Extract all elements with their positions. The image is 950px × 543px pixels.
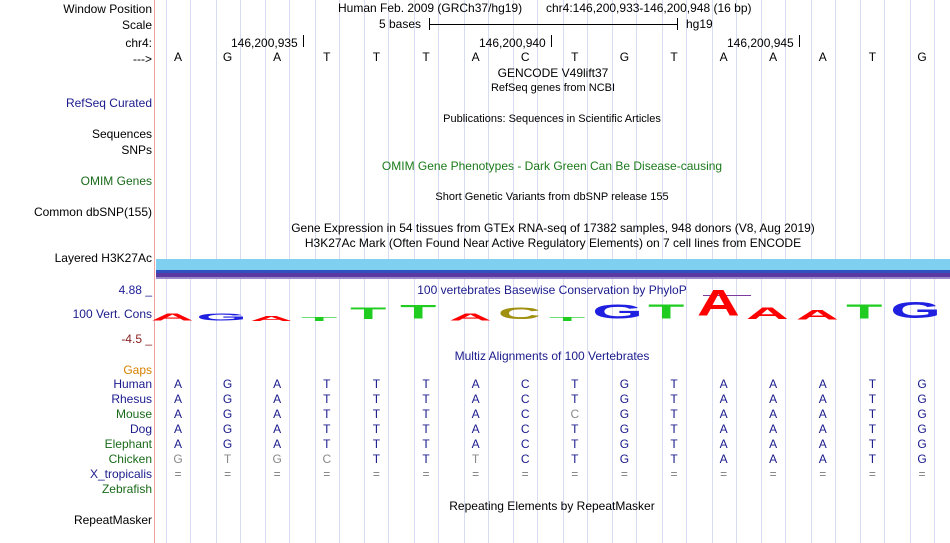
alignment-base: T [571, 452, 579, 466]
alignment-base: T [323, 437, 331, 451]
alignment-base: A [719, 407, 728, 421]
species-label[interactable]: Dog [129, 422, 152, 436]
alignment-base: C [520, 392, 530, 406]
coord-3-tick [799, 35, 800, 47]
reference-base: T [868, 50, 877, 64]
reference-base: T [422, 50, 430, 64]
h3k27-lavender-bar [156, 277, 950, 279]
phylop-logo-letter: T [548, 316, 586, 323]
reference-base: A [273, 50, 282, 64]
alignment-base: T [422, 377, 430, 391]
alignment-base: A [273, 437, 282, 451]
alignment-base: G [619, 407, 630, 421]
phylop-logo-letter: T [350, 304, 387, 323]
phylop-label[interactable]: 100 Vert. Cons [72, 307, 152, 321]
reference-base: T [571, 50, 579, 64]
species-label[interactable]: Rhesus [111, 392, 152, 406]
alignment-base: G [272, 452, 282, 466]
alignment-base: A [769, 437, 778, 451]
phylop-logo-letter: T [846, 300, 883, 324]
phylop-max-label: 4.88 _ [118, 283, 152, 297]
species-label[interactable]: Chicken [108, 452, 152, 466]
phylop-logo-letter: T [300, 316, 338, 323]
alignment-base: T [868, 407, 877, 421]
reference-base: C [520, 50, 530, 64]
alignment-base: = [273, 467, 281, 481]
alignment-base: T [372, 452, 381, 466]
reference-base: A [471, 50, 480, 64]
gencode-title[interactable]: GENCODE V49lift37 [497, 66, 609, 80]
alignment-base: = [323, 467, 331, 481]
alignment-base: T [670, 377, 678, 391]
alignment-base: C [520, 422, 530, 436]
alignment-base: A [719, 377, 728, 391]
chrom-label: chr4: [125, 36, 152, 50]
alignment-base: G [917, 377, 927, 391]
alignment-base: A [273, 407, 282, 421]
reference-base: G [619, 50, 630, 64]
alignment-base: G [222, 437, 233, 451]
h3k27-title: H3K27Ac Mark (Often Found Near Active Regulatory Elements) on 7 cell lines from ENCODE [304, 236, 802, 250]
reference-base: T [670, 50, 678, 64]
alignment-base: A [173, 377, 182, 391]
alignment-base: G [222, 407, 233, 421]
alignment-base: A [769, 377, 778, 391]
alignment-base: = [174, 467, 182, 481]
phylop-logo-letter: A [448, 311, 492, 323]
scale-bar [430, 24, 677, 25]
window-position-label: Window Position [63, 2, 152, 16]
alignment-base: T [323, 422, 331, 436]
multiz-title: Multiz Alignments of 100 Vertebrates [454, 349, 650, 363]
alignment-base: A [471, 422, 480, 436]
scale-label: Scale [121, 18, 152, 32]
alignment-base: T [372, 377, 381, 391]
alignment-base: T [372, 422, 381, 436]
alignment-base: T [868, 422, 877, 436]
alignment-base: G [619, 422, 630, 436]
species-label[interactable]: Human [113, 377, 152, 391]
phylop-logo-letter: A [696, 282, 740, 324]
phylop-logo-letter: G [195, 311, 247, 323]
alignment-base: A [818, 437, 827, 451]
repeatmasker-label[interactable]: RepeatMasker [73, 513, 152, 527]
alignment-base: = [224, 467, 232, 481]
dbsnp-label[interactable]: Common dbSNP(155) [33, 205, 152, 219]
coord-2-tick [551, 35, 552, 47]
alignment-base: = [819, 467, 827, 481]
sequences-label[interactable]: Sequences [91, 127, 152, 141]
alignment-base: T [471, 452, 480, 466]
alignment-base: = [918, 467, 926, 481]
alignment-base: A [769, 452, 778, 466]
phylop-logo-letter: T [648, 300, 685, 324]
alignment-base: T [868, 437, 877, 451]
phylop-logo-letter: G [592, 300, 644, 324]
snps-label[interactable]: SNPs [121, 143, 152, 157]
scale-text: 5 bases [379, 17, 422, 31]
alignment-base: T [422, 452, 430, 466]
omim-title: OMIM Gene Phenotypes - Dark Green Can Be Disease-causing [381, 159, 723, 173]
alignment-base: A [719, 422, 728, 436]
position-text: chr4:146,200,933-146,200,948 (16 bp) [546, 1, 752, 15]
alignment-base: G [173, 452, 183, 466]
alignment-base: = [720, 467, 728, 481]
alignment-base: A [818, 407, 827, 421]
alignment-base: G [619, 392, 630, 406]
alignment-base: T [868, 377, 877, 391]
phylop-logo-letter: T [400, 301, 437, 323]
phylop-logo-letter: A [151, 311, 194, 323]
alignment-base: C [520, 377, 530, 391]
alignment-base: G [917, 422, 927, 436]
omim-label[interactable]: OMIM Genes [80, 174, 152, 188]
alignment-base: T [571, 437, 579, 451]
alignment-base: = [620, 467, 628, 481]
alignment-base: A [173, 422, 182, 436]
alignment-base: T [372, 437, 381, 451]
alignment-base: A [173, 437, 182, 451]
alignment-base: = [670, 467, 678, 481]
alignment-base: C [520, 437, 530, 451]
refseq-subtitle: RefSeq genes from NCBI [490, 82, 616, 94]
alignment-base: G [619, 437, 630, 451]
alignment-base: A [471, 437, 480, 451]
alignment-base: T [868, 392, 877, 406]
reference-base: T [372, 50, 381, 64]
alignment-base: A [719, 392, 728, 406]
alignment-base: T [571, 377, 579, 391]
alignment-base: T [372, 407, 381, 421]
alignment-base: C [520, 452, 530, 466]
alignment-base: = [571, 467, 579, 481]
phylop-logo-letter: A [250, 314, 294, 323]
alignment-base: T [372, 392, 381, 406]
scale-db: hg19 [686, 17, 713, 31]
alignment-base: A [273, 377, 282, 391]
refseq-label[interactable]: RefSeq Curated [65, 96, 152, 110]
alignment-base: T [670, 422, 678, 436]
gtex-title: Gene Expression in 54 tissues from GTEx RNA-seq of 17382 samples, 948 donors (V8, Aug 2019) [291, 221, 815, 235]
alignment-base: A [818, 422, 827, 436]
reference-base: A [173, 50, 182, 64]
gaps-label[interactable]: Gaps [123, 363, 152, 377]
alignment-base: A [769, 392, 778, 406]
strand-label[interactable]: ---> [133, 52, 152, 66]
alignment-base: A [273, 392, 282, 406]
phylop-logo-letter: C [498, 304, 542, 323]
alignment-base: T [323, 392, 331, 406]
alignment-base: G [619, 452, 630, 466]
alignment-base: A [471, 392, 480, 406]
alignment-base: T [868, 452, 877, 466]
alignment-base: A [173, 392, 182, 406]
h3k27-cyan-bar [156, 259, 950, 270]
alignment-base: T [670, 452, 678, 466]
alignment-base: = [422, 467, 430, 481]
phylop-logo-letter: A [746, 304, 790, 323]
alignment-base: G [917, 452, 927, 466]
alignment-base: T [223, 452, 232, 466]
species-label[interactable]: Mouse [115, 407, 152, 421]
h3k27-label[interactable]: Layered H3K27Ac [54, 251, 152, 265]
phylop-logo-letter: G [890, 297, 941, 324]
alignment-base: T [571, 422, 579, 436]
reference-base: A [769, 50, 778, 64]
alignment-base: T [670, 437, 678, 451]
alignment-base: A [818, 377, 827, 391]
alignment-base: A [719, 452, 728, 466]
reference-base: A [818, 50, 827, 64]
scale-bar-right-tick [677, 18, 678, 30]
coord-3: 146,200,945 [727, 36, 794, 50]
alignment-base: C [322, 452, 332, 466]
phylop-title: 100 vertebrates Basewise Conservation by PhyloP [417, 283, 687, 297]
alignment-base: G [917, 392, 927, 406]
alignment-base: = [868, 467, 876, 481]
alignment-base: G [222, 377, 233, 391]
species-label[interactable]: Zebrafish [101, 482, 152, 496]
alignment-base: T [670, 392, 678, 406]
alignment-base: T [323, 377, 331, 391]
alignment-base: A [818, 392, 827, 406]
reference-base: A [719, 50, 728, 64]
alignment-base: A [769, 422, 778, 436]
alignment-base: G [917, 437, 927, 451]
alignment-base: T [422, 437, 430, 451]
alignment-base: A [471, 407, 480, 421]
alignment-base: T [670, 407, 678, 421]
alignment-base: A [273, 422, 282, 436]
alignment-base: T [422, 407, 430, 421]
alignment-base: T [571, 392, 579, 406]
species-label[interactable]: Elephant [104, 437, 152, 451]
alignment-base: A [769, 407, 778, 421]
alignment-base: T [422, 422, 430, 436]
alignment-base: = [472, 467, 480, 481]
dbsnp-title: Short Genetic Variants from dbSNP release 155 [435, 191, 669, 203]
coord-2: 146,200,940 [479, 36, 546, 50]
alignment-base: C [570, 407, 580, 421]
assembly-text: Human Feb. 2009 (GRCh37/hg19) [338, 1, 523, 15]
alignment-base: G [222, 422, 233, 436]
reference-base: T [323, 50, 331, 64]
species-label[interactable]: X_tropicalis [89, 467, 152, 481]
repeat-title: Repeating Elements by RepeatMasker [449, 499, 655, 513]
phylop-logo-letter: A [795, 307, 839, 323]
alignment-base: A [818, 452, 827, 466]
phylop-min-label: -4.5 _ [121, 332, 152, 346]
alignment-base: T [422, 392, 430, 406]
alignment-base: = [769, 467, 777, 481]
alignment-base: G [917, 407, 927, 421]
publications-title: Publications: Sequences in Scientific Articles [443, 113, 661, 125]
alignment-base: T [323, 407, 331, 421]
alignment-base: A [471, 377, 480, 391]
alignment-base: A [173, 407, 182, 421]
reference-base: G [222, 50, 233, 64]
alignment-base: G [222, 392, 233, 406]
alignment-base: A [719, 437, 728, 451]
coord-1: 146,200,935 [231, 36, 298, 50]
alignment-base: = [372, 467, 380, 481]
reference-base: G [917, 50, 927, 64]
label-separator [154, 0, 155, 543]
alignment-base: C [520, 407, 530, 421]
alignment-base: G [619, 377, 630, 391]
alignment-base: = [521, 467, 529, 481]
coord-1-tick [303, 35, 304, 47]
